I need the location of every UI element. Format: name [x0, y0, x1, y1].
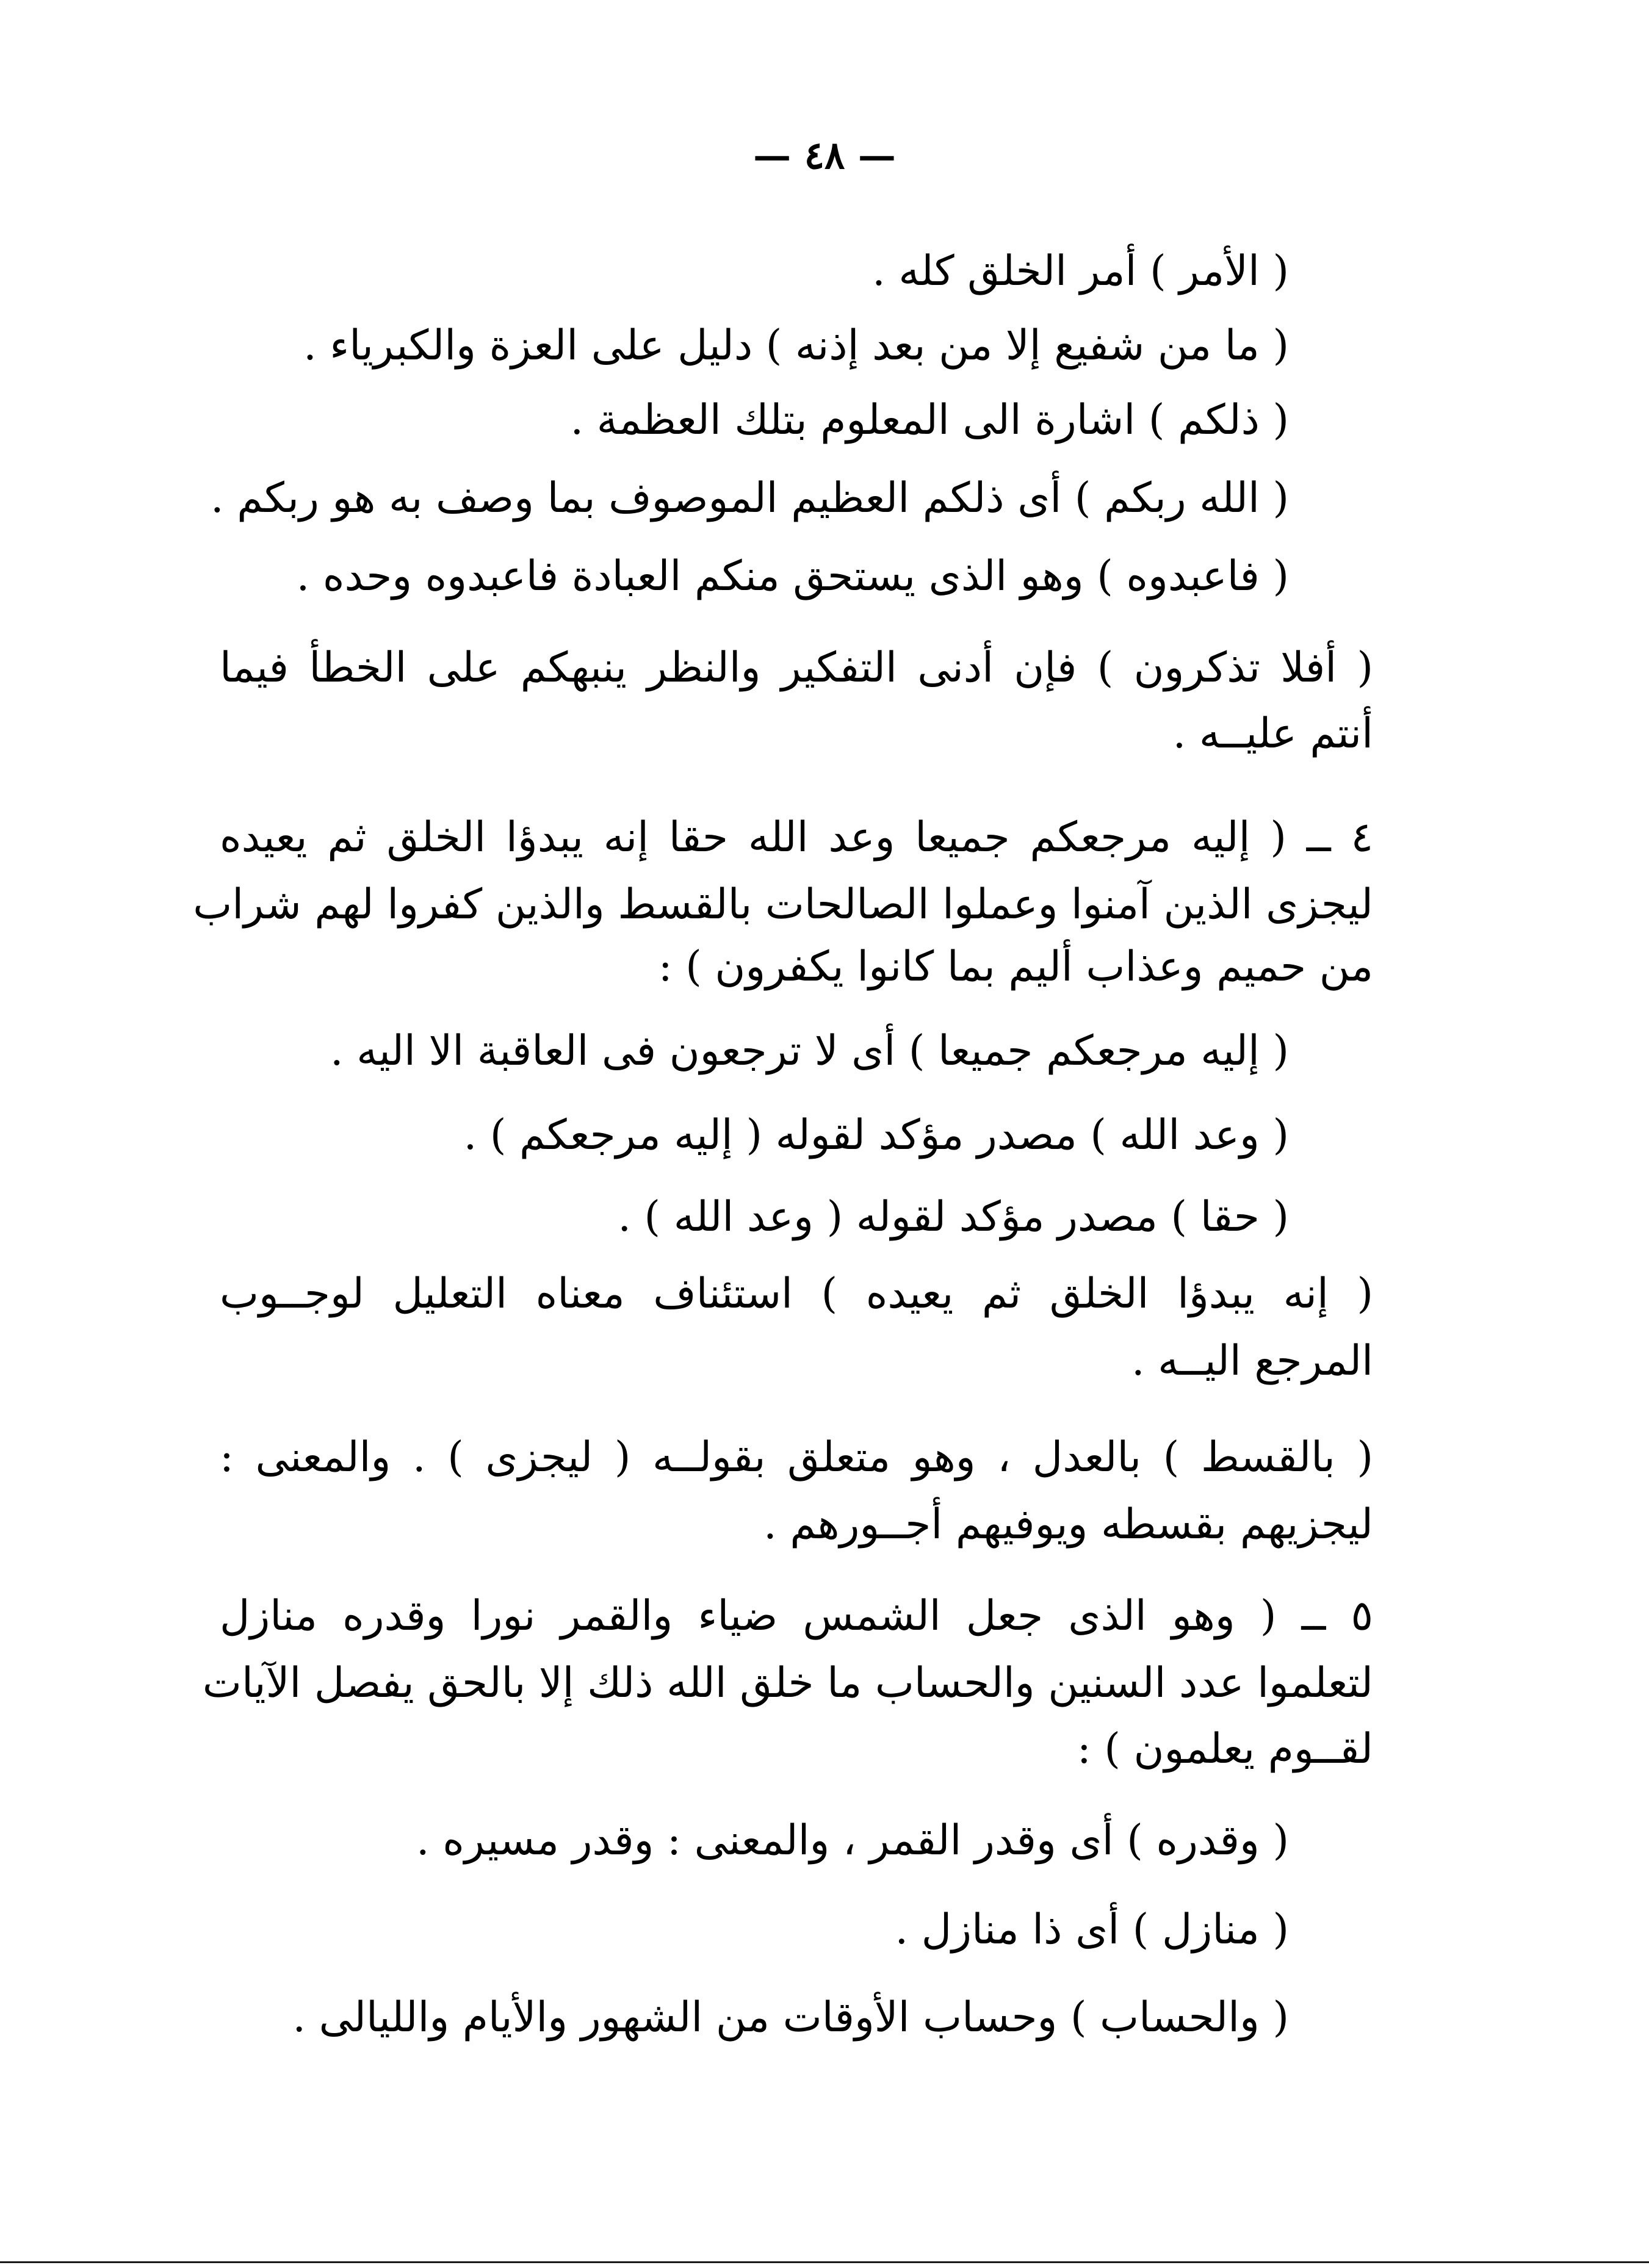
- text-line-9: ليجزى الذين آمنوا وعملوا الصالحات بالقسط والذين كفروا لهم شراب: [193, 880, 1373, 929]
- text-line-13: ( حقا ) مصدر مؤكد لقوله ( وعد الله ) .: [618, 1193, 1289, 1241]
- text-line-3: ( ذلكم ) اشارة الى المعلوم بتلك العظمة .: [570, 396, 1289, 444]
- text-line-12: ( وعد الله ) مصدر مؤكد لقوله ( إليه مرجعكم ) .: [463, 1111, 1289, 1159]
- page-number: — ٤٨ —: [753, 133, 896, 178]
- text-line-17: ليجزيهم بقسطه ويوفيهم أجــورهم .: [763, 1500, 1373, 1549]
- text-line-20: لقــوم يعلمون ) :: [1077, 1725, 1373, 1773]
- text-line-16: ( بالقسط ) بالعدل ، وهو متعلق بقولــه ( ليجزى ) . والمعنى :: [220, 1433, 1373, 1481]
- text-line-6: ( أفلا تذكرون ) فإن أدنى التفكير والنظر ينبهكم على الخطأ فيما: [220, 644, 1373, 692]
- text-line-2: ( ما من شفيع إلا من بعد إذنه ) دليل على العزة والكبرياء .: [303, 322, 1289, 370]
- text-line-14: ( إنه يبدؤا الخلق ثم يعيده ) استئناف معناه التعليل لوجــوب: [220, 1270, 1373, 1318]
- text-line-18: ٥ ــ ( وهو الذى جعل الشمس ضياء والقمر نورا وقدره منازل: [220, 1592, 1373, 1640]
- text-line-8: ٤ ــ ( إليه مرجعكم جميعا وعد الله حقا إنه يبدؤا الخلق ثم يعيده: [220, 813, 1373, 862]
- text-line-15: المرجع اليــه .: [1131, 1337, 1373, 1385]
- text-line-21: ( وقدره ) أى وقدر القمر ، والمعنى : وقدر مسيره .: [416, 1816, 1289, 1865]
- text-line-10: من حميم وعذاب أليم بما كانوا يكفرون ) :: [658, 943, 1373, 991]
- text-line-22: ( منازل ) أى ذا منازل .: [895, 1906, 1289, 1954]
- text-line-23: ( والحساب ) وحساب الأوقات من الشهور والأيام والليالى .: [292, 1993, 1289, 2042]
- text-line-7: أنتم عليــه .: [1172, 710, 1373, 758]
- text-line-5: ( فاعبدوه ) وهو الذى يستحق منكم العبادة فاعبدوه وحده .: [296, 552, 1289, 600]
- text-line-11: ( إليه مرجعكم جميعا ) أى لا ترجعون فى العاقبة الا اليه .: [330, 1027, 1289, 1075]
- text-line-4: ( الله ربكم ) أى ذلكم العظيم الموصوف بما وصف به هو ربكم .: [210, 474, 1289, 522]
- text-line-1: ( الأمر ) أمر الخلق كله .: [872, 247, 1289, 295]
- page-bottom-edge: [0, 2261, 1649, 2263]
- text-line-19: لتعلموا عدد السنين والحساب ما خلق الله ذلك إلا بالحق يفصل الآيات: [202, 1659, 1373, 1707]
